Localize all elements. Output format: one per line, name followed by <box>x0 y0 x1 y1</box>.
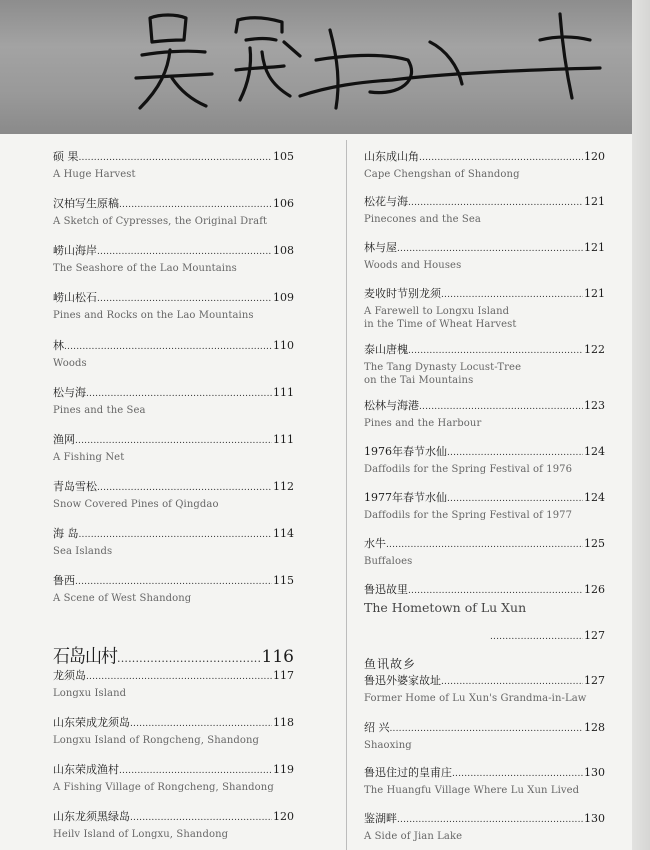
entry-title-en-line2: in the Time of Wheat Harvest <box>364 319 517 330</box>
leader-dots <box>447 446 583 460</box>
entry-page: 106 <box>273 197 294 210</box>
section-heading[interactable] <box>364 657 605 672</box>
entry-page: 128 <box>584 721 605 734</box>
leader-dots <box>408 344 583 358</box>
toc-entry[interactable] <box>364 343 605 387</box>
entry-page: 112 <box>273 480 294 493</box>
entry-title-zh: 松与海 <box>53 386 86 399</box>
entry-title-en: A Side of Jian Lake <box>364 831 463 842</box>
section-title: 石岛山村 <box>53 646 117 668</box>
entry-title-en: Daffodils for the Spring Festival of 1976 <box>364 464 573 475</box>
toc-entry[interactable] <box>53 291 294 322</box>
entry-title-en: Former Home of Lu Xun's Grandma-in-Law <box>364 693 587 704</box>
entry-title-zh: 鲁迅故里 <box>364 583 408 596</box>
toc-entry[interactable] <box>53 433 294 464</box>
entry-title-zh: 崂山海岸 <box>53 244 97 257</box>
toc-entry[interactable] <box>364 674 605 705</box>
entry-title-zh: 1977年春节水仙 <box>364 491 447 504</box>
entry-title-en: A Fishing Net <box>53 452 125 463</box>
toc-entry[interactable] <box>53 716 294 747</box>
entry-page: 127 <box>584 629 605 642</box>
entry-title-zh: 绍 兴 <box>364 721 390 734</box>
toc-entry[interactable] <box>53 669 294 700</box>
toc-entry[interactable] <box>364 150 605 181</box>
leader-dots <box>397 242 583 256</box>
entry-page: 114 <box>273 527 294 540</box>
toc-entry[interactable] <box>364 721 605 752</box>
toc-entry[interactable] <box>364 766 605 797</box>
toc-entry[interactable] <box>364 812 605 843</box>
entry-page: 120 <box>273 810 294 823</box>
page-edge <box>632 0 650 850</box>
entry-title-en: Pines and the Harbour <box>364 418 482 429</box>
toc-entry[interactable] <box>53 150 294 181</box>
entry-title-en: Woods and Houses <box>364 260 462 271</box>
entry-title-en: Woods <box>53 358 87 369</box>
entry-title-en-line2: on the Tai Mountains <box>364 375 474 386</box>
entry-page: 121 <box>584 241 605 254</box>
entry-title-en: Longxu Island of Rongcheng, Shandong <box>53 735 260 746</box>
entry-page: 120 <box>584 150 605 163</box>
leader-dots <box>86 670 272 684</box>
entry-title-en: The Hometown of Lu Xun <box>364 600 527 615</box>
entry-title-en: Pines and Rocks on the Lao Mountains <box>53 310 254 321</box>
leader-dots <box>117 649 261 669</box>
entry-title-en: The Tang Dynasty Locust-Tree <box>364 362 522 373</box>
leader-dots <box>441 288 583 302</box>
entry-title-zh: 水牛 <box>364 537 386 550</box>
toc-entry[interactable] <box>53 480 294 511</box>
entry-title-zh: 鲁西 <box>53 574 75 587</box>
entry-title-en: Sea Islands <box>53 546 113 557</box>
toc-entry[interactable] <box>364 287 605 331</box>
leader-dots <box>452 767 583 781</box>
toc-entry[interactable] <box>364 195 605 226</box>
leader-dots <box>97 481 272 495</box>
signature-calligraphy <box>0 0 632 134</box>
leader-dots <box>119 764 272 778</box>
section-title: 鱼讯故乡 <box>364 657 417 671</box>
toc-entry[interactable] <box>490 629 605 644</box>
leader-dots <box>97 245 272 259</box>
toc-entry[interactable] <box>364 445 605 476</box>
entry-page: 121 <box>584 287 605 300</box>
toc-entry[interactable] <box>53 763 294 794</box>
toc-entry[interactable] <box>364 399 605 430</box>
entry-title-zh: 山东成山角 <box>364 150 419 163</box>
leader-dots <box>75 434 272 448</box>
entry-title-en: Longxu Island <box>53 688 127 699</box>
entry-title-zh: 松花与海 <box>364 195 408 208</box>
section-heading[interactable] <box>53 647 294 669</box>
entry-title-en: A Scene of West Shandong <box>53 593 192 604</box>
entry-title-en: Buffaloes <box>364 556 413 567</box>
toc-entry[interactable] <box>53 339 294 370</box>
entry-title-zh: 汉柏写生原稿 <box>53 197 119 210</box>
entry-page: 109 <box>273 291 294 304</box>
entry-page: 125 <box>584 537 605 550</box>
leader-dots <box>97 292 272 306</box>
toc-entry[interactable] <box>53 574 294 605</box>
entry-page: 123 <box>584 399 605 412</box>
leader-dots <box>390 722 584 736</box>
toc-entry[interactable] <box>53 810 294 841</box>
leader-dots <box>79 151 273 165</box>
entry-page: 111 <box>273 386 294 399</box>
entry-title-en: A Huge Harvest <box>53 169 136 180</box>
leader-dots <box>408 584 583 598</box>
entry-title-zh: 海 岛 <box>53 527 79 540</box>
entry-title-zh: 林 <box>53 339 64 352</box>
leader-dots <box>86 387 272 401</box>
leader-dots <box>441 675 583 689</box>
entry-page: 122 <box>584 343 605 356</box>
entry-title-zh: 鲁迅住过的皇甫庄 <box>364 766 452 779</box>
toc-entry[interactable] <box>53 527 294 558</box>
leader-dots <box>419 151 583 165</box>
entry-title-zh: 林与屋 <box>364 241 397 254</box>
toc-entry[interactable] <box>364 241 605 272</box>
entry-title-en: A Fishing Village of Rongcheng, Shandong <box>53 782 274 793</box>
entry-page: 108 <box>273 244 294 257</box>
entry-page: 124 <box>584 445 605 458</box>
entry-title-zh: 鉴湖畔 <box>364 812 397 825</box>
leader-dots <box>64 340 272 354</box>
entry-title-en: Pinecones and the Sea <box>364 214 481 225</box>
entry-page: 119 <box>273 763 294 776</box>
leader-dots <box>130 717 272 731</box>
entry-title-en: Cape Chengshan of Shandong <box>364 169 520 180</box>
entry-title-zh: 硕 果 <box>53 150 79 163</box>
toc-entry[interactable] <box>53 197 294 228</box>
leader-dots <box>119 198 272 212</box>
toc-entry[interactable] <box>364 583 605 616</box>
entry-title-zh: 1976年春节水仙 <box>364 445 447 458</box>
entry-page: 124 <box>584 491 605 504</box>
entry-title-zh: 崂山松石 <box>53 291 97 304</box>
toc-entry[interactable] <box>364 537 605 568</box>
entry-title-en: A Sketch of Cypresses, the Original Draft <box>53 216 268 227</box>
entry-page: 115 <box>273 574 294 587</box>
entry-title-zh: 山东荣成龙须岛 <box>53 716 130 729</box>
entry-title-en: Pines and the Sea <box>53 405 146 416</box>
entry-title-en: Heilv Island of Longxu, Shandong <box>53 829 229 840</box>
entry-page: 111 <box>273 433 294 446</box>
entry-title-zh: 泰山唐槐 <box>364 343 408 356</box>
entry-page: 105 <box>273 150 294 163</box>
entry-title-en: The Huangfu Village Where Lu Xun Lived <box>364 785 580 796</box>
leader-dots <box>447 492 583 506</box>
entry-title-zh: 渔网 <box>53 433 75 446</box>
leader-dots <box>419 400 583 414</box>
entry-title-zh: 山东荣成渔村 <box>53 763 119 776</box>
leader-dots <box>75 575 272 589</box>
entry-title-en: A Farewell to Longxu Island <box>364 306 510 317</box>
entry-title-zh: 山东龙须黑绿岛 <box>53 810 130 823</box>
entry-title-en: Snow Covered Pines of Qingdao <box>53 499 219 510</box>
entry-page: 117 <box>273 669 294 682</box>
entry-title-zh: 麦收时节别龙须 <box>364 287 441 300</box>
entry-page: 130 <box>584 766 605 779</box>
entry-title-en: The Seashore of the Lao Mountains <box>53 263 237 274</box>
header-banner <box>0 0 632 134</box>
entry-title-zh: 青岛雪松 <box>53 480 97 493</box>
column-divider <box>346 140 347 850</box>
entry-page: 130 <box>584 812 605 825</box>
entry-page: 127 <box>584 674 605 687</box>
entry-title-zh: 龙须岛 <box>53 669 86 682</box>
entry-title-en: Daffodils for the Spring Festival of 1977 <box>364 510 573 521</box>
leader-dots <box>130 811 272 825</box>
section-page: 116 <box>261 647 294 667</box>
leader-dots <box>408 196 583 210</box>
entry-page: 121 <box>584 195 605 208</box>
entry-title-zh: 鲁迅外婆家故址 <box>364 674 441 687</box>
entry-page: 126 <box>584 583 605 596</box>
leader-dots <box>386 538 583 552</box>
toc-entry[interactable] <box>53 244 294 275</box>
entry-title-zh: 松林与海港 <box>364 399 419 412</box>
entry-page: 118 <box>273 716 294 729</box>
toc-entry[interactable] <box>364 491 605 522</box>
leader-dots <box>397 813 583 827</box>
entry-title-en: Shaoxing <box>364 740 412 751</box>
leader-dots <box>79 528 273 542</box>
leader-dots <box>490 630 583 644</box>
entry-page: 110 <box>273 339 294 352</box>
toc-entry[interactable] <box>53 386 294 417</box>
